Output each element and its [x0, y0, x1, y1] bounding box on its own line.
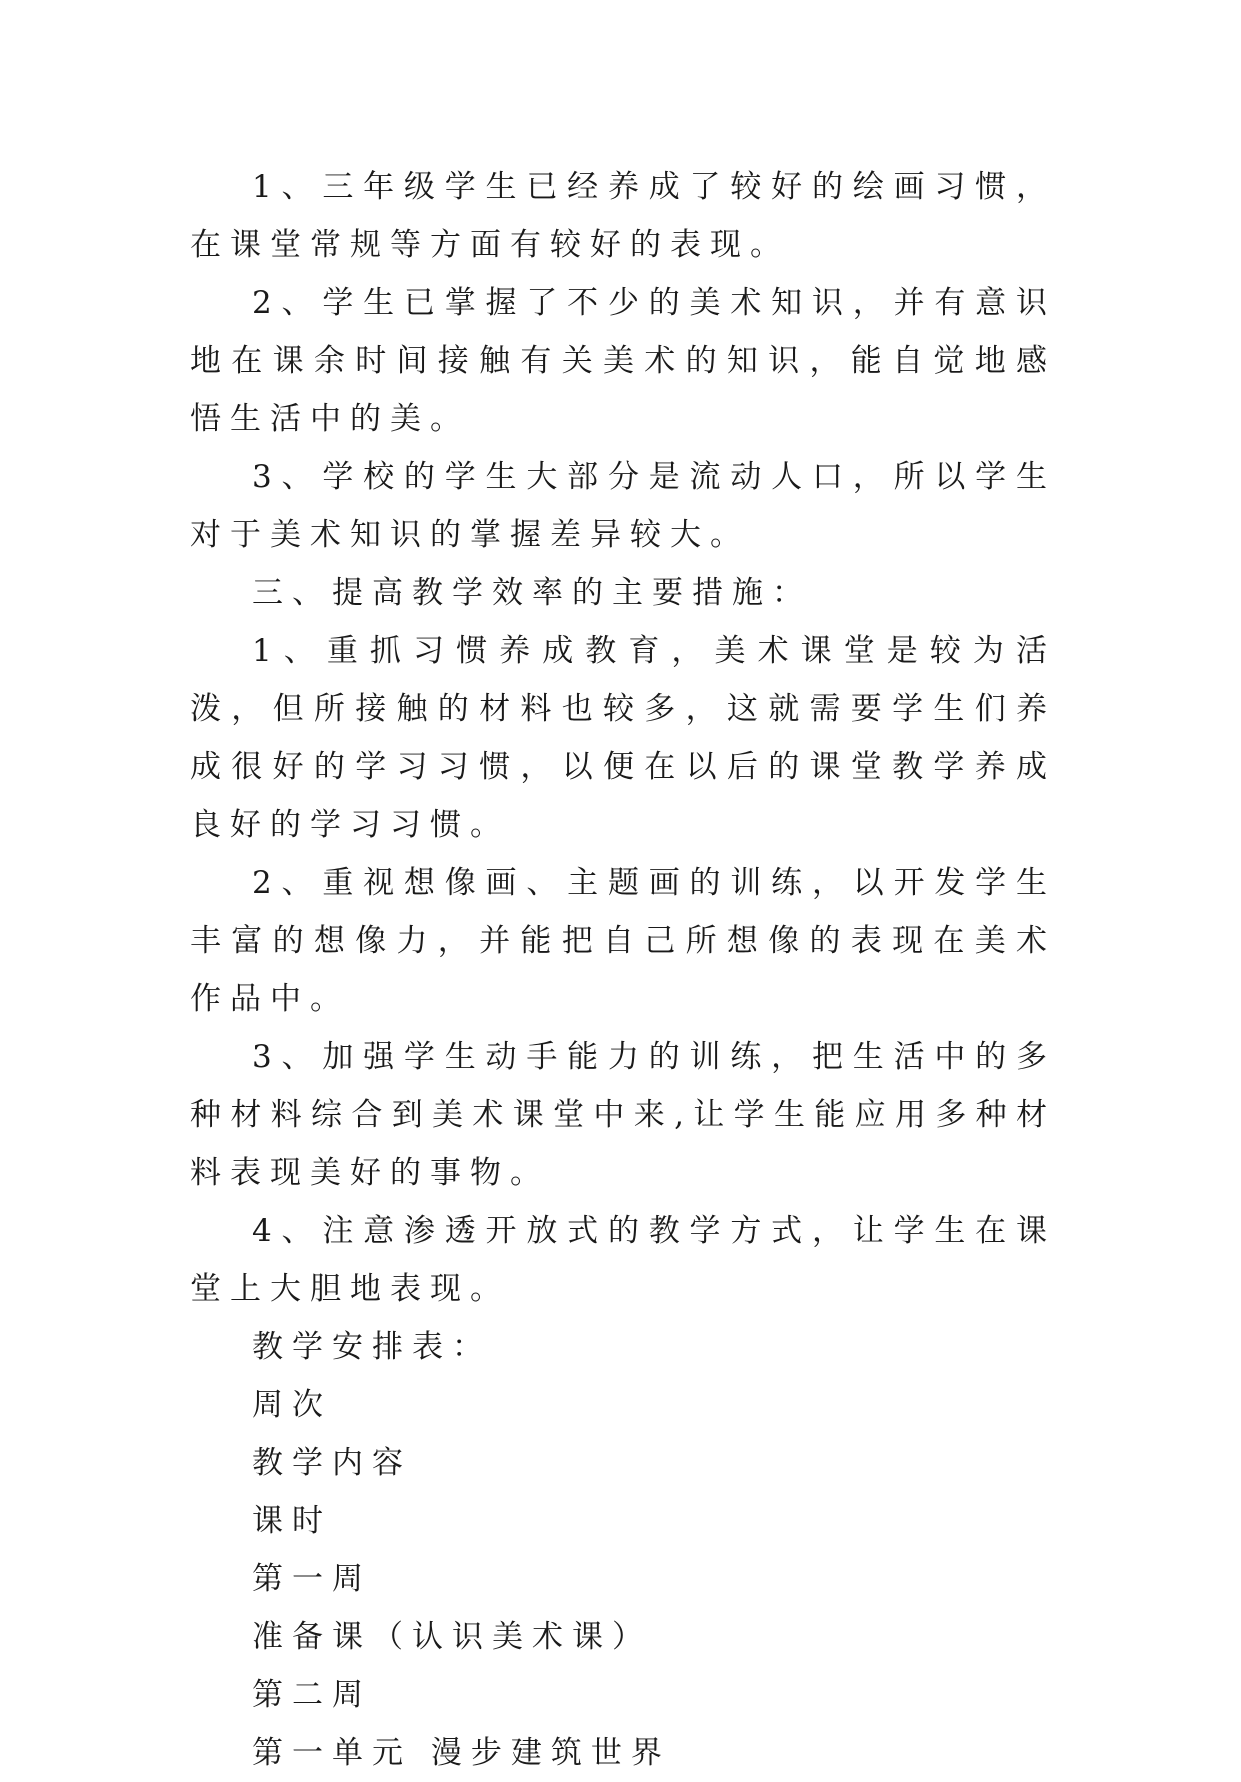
schedule-line: 周次: [252, 1387, 332, 1423]
paragraph-student-habits: 1、三年级学生已经养成了较好的绘画习惯，在课堂常规等方面有较好的表现。: [190, 169, 1056, 263]
schedule-line: 第二周: [252, 1677, 372, 1713]
paragraph-measure-imagination: 2、重视想像画、主题画的训练，以开发学生丰富的想像力，并能把自己所想像的表现在美术作品中。: [190, 865, 1056, 1017]
schedule-line: 准备课（认识美术课）: [252, 1619, 652, 1655]
paragraph-student-differences: 3、学校的学生大部分是流动人口，所以学生对于美术知识的掌握差异较大。: [190, 459, 1056, 553]
paragraph-measure-openteaching: 4、注意渗透开放式的教学方式，让学生在课堂上大胆地表现。: [190, 1213, 1056, 1307]
schedule-line: 课时: [252, 1503, 332, 1539]
paragraph-student-knowledge: 2、学生已掌握了不少的美术知识，并有意识地在课余时间接触有关美术的知识，能自觉地感悟生活中的美。: [190, 285, 1056, 437]
paragraph-measure-habits: 1、重抓习惯养成教育，美术课堂是较为活泼，但所接触的材料也较多，这就需要学生们养成很好的学习习惯，以便在以后的课堂教学养成良好的学习习惯。: [190, 633, 1056, 843]
schedule-line: 教学内容: [252, 1445, 412, 1481]
paragraph-measure-handson: 3、加强学生动手能力的训练，把生活中的多种材料综合到美术课堂中来,让学生能应用多种材料表现美好的事物。: [190, 1039, 1056, 1191]
schedule-line: 第一单元 漫步建筑世界: [252, 1735, 671, 1771]
schedule-title: 教学安排表：: [252, 1329, 492, 1365]
section-heading-measures: 三、提高教学效率的主要措施：: [252, 575, 812, 611]
document-body: [190, 158, 1056, 1782]
schedule-line: 第一周: [252, 1561, 372, 1597]
